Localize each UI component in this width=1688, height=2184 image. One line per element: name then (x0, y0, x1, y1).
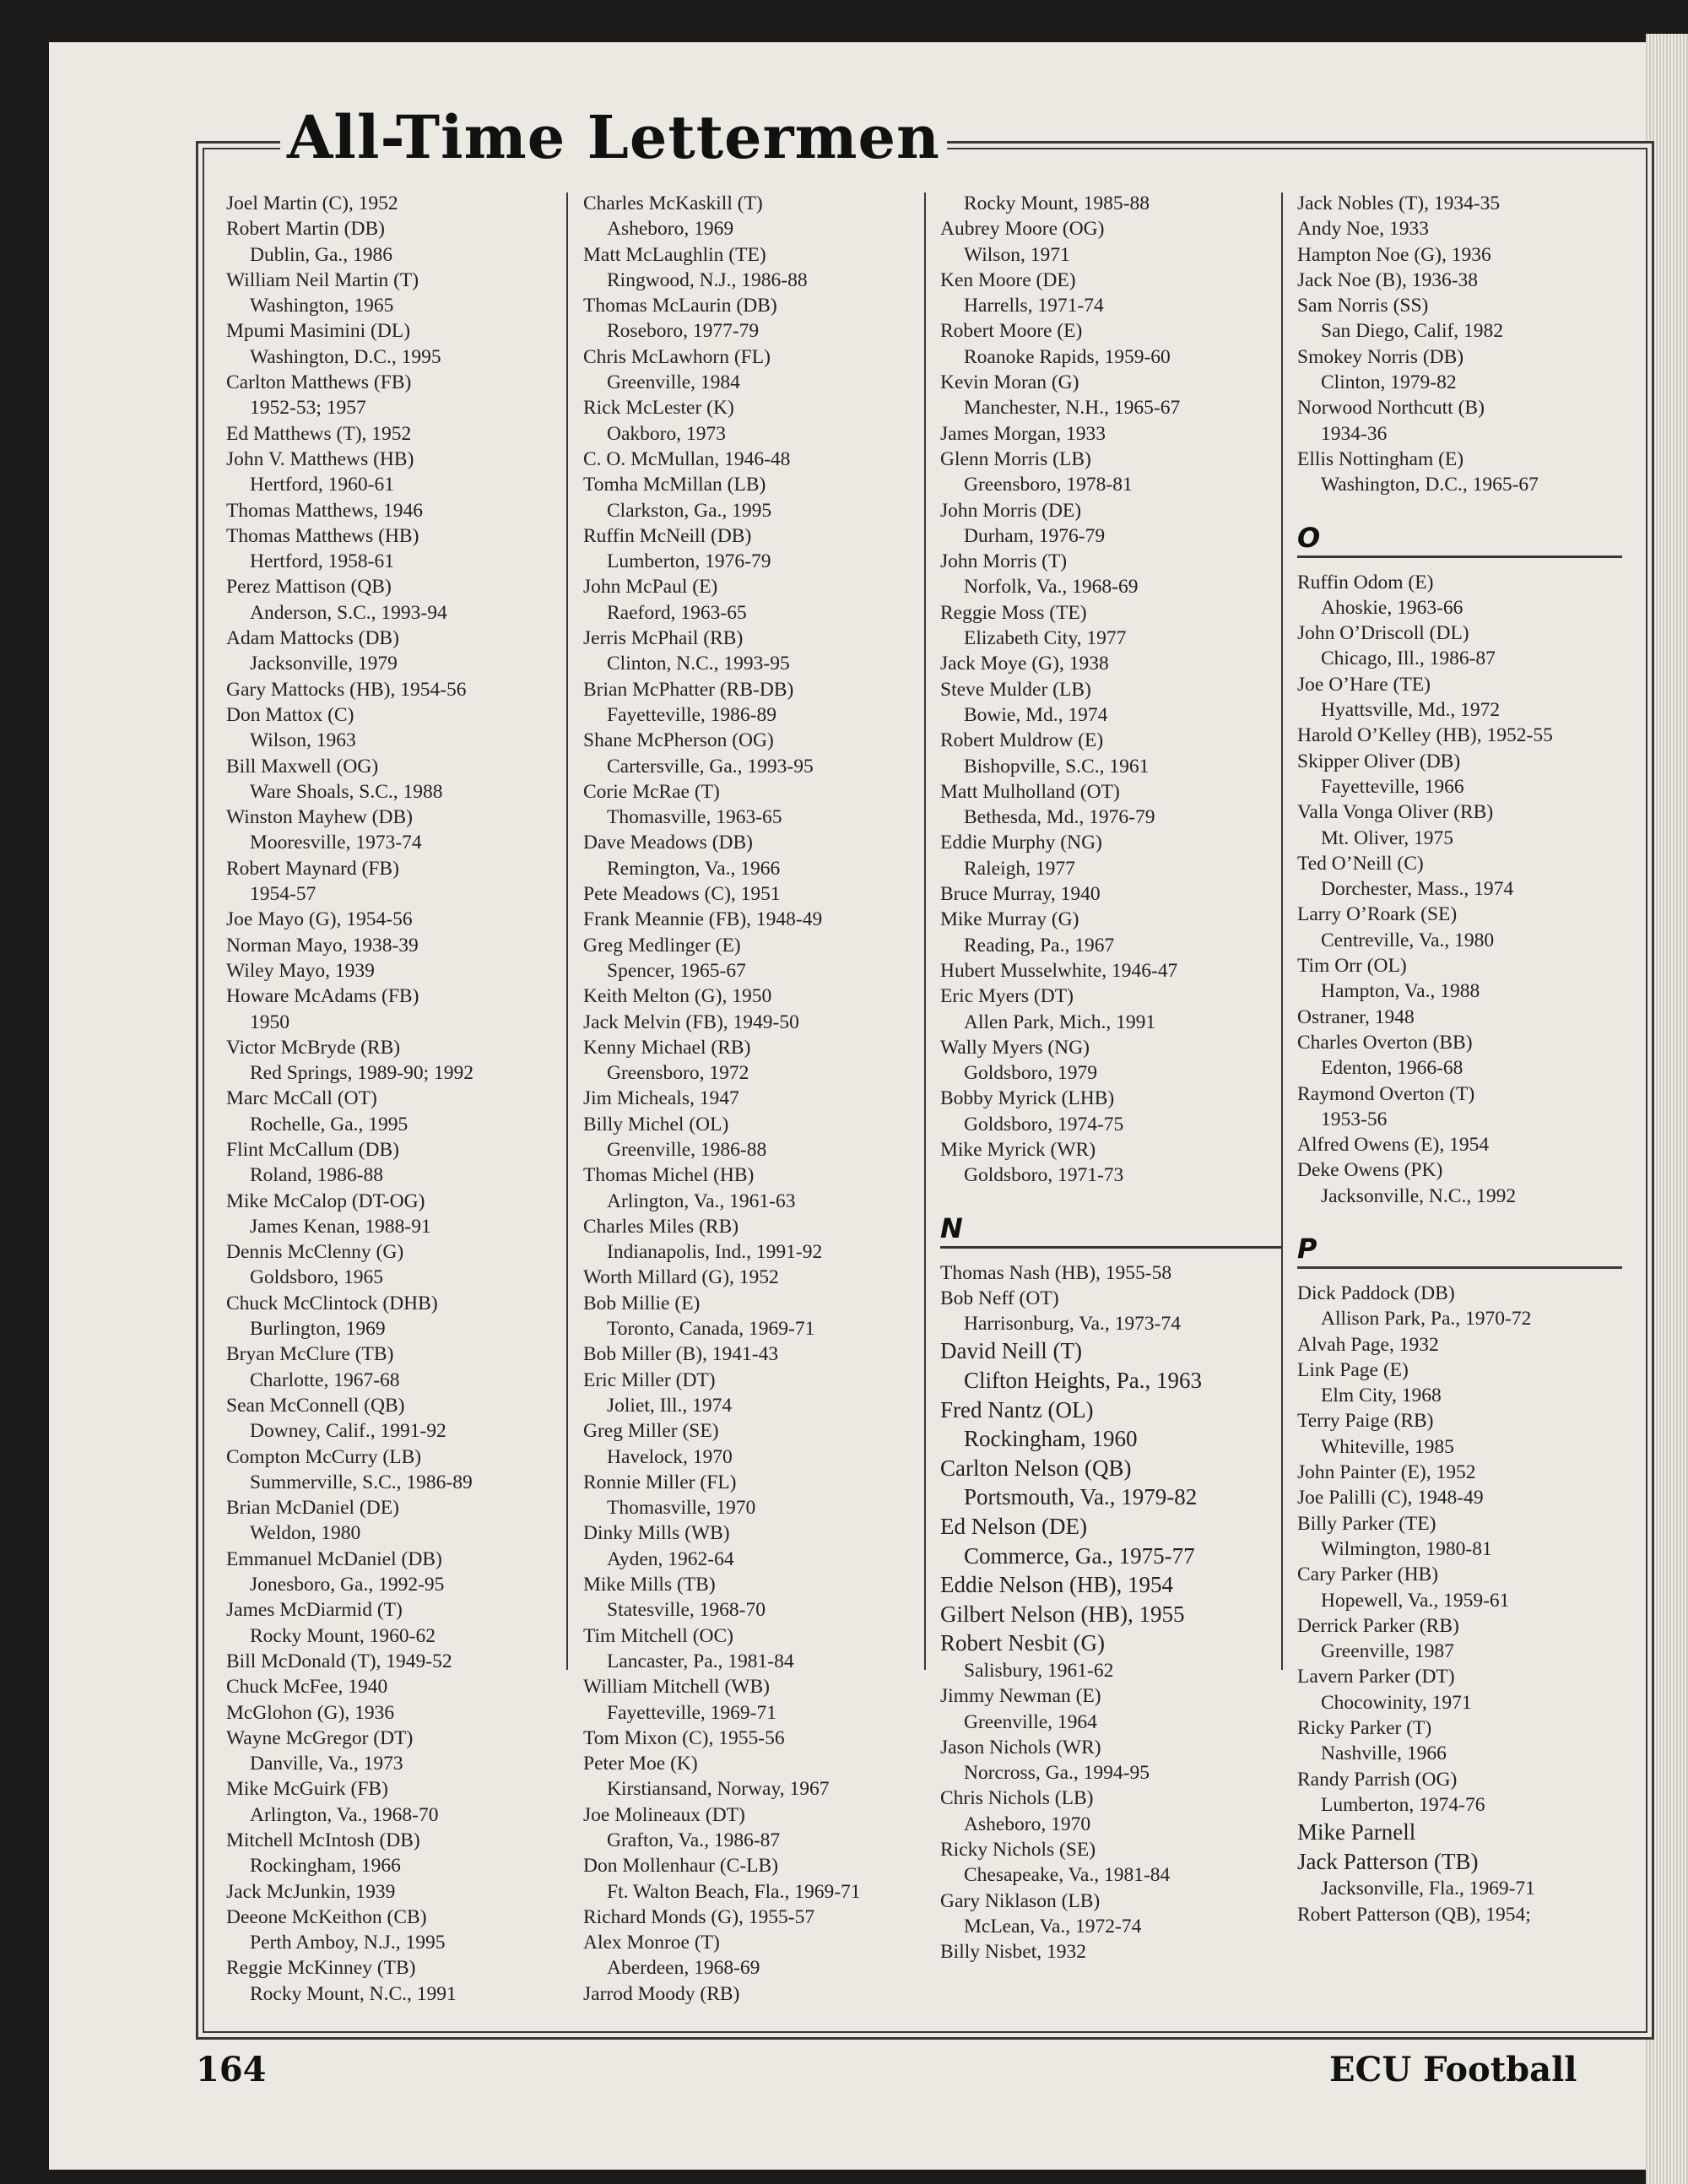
letterman-name: Valla Vonga Oliver (RB) (1297, 801, 1494, 824)
letterman-detail: Washington, D.C., 1965-67 (1321, 474, 1539, 496)
letterman-name: Gary Niklason (LB) (940, 1889, 1101, 1912)
letterman-name: Smokey Norris (DB) (1297, 345, 1464, 368)
letterman-name: Reggie Moss (TE) (940, 601, 1087, 624)
letterman-name: Carlton Nelson (QB) (940, 1455, 1132, 1481)
letterman-detail: Mooresville, 1973-74 (250, 832, 422, 854)
letterman-detail: Greensboro, 1978-81 (964, 474, 1133, 496)
letterman-detail: Hertford, 1960-61 (250, 474, 394, 496)
letterman-name: Robert Patterson (QB), 1954; (1297, 1903, 1531, 1926)
letterman-name: Dave Meadows (DB) (583, 832, 754, 854)
letterman-name: Billy Michel (OL) (583, 1113, 729, 1135)
letterman-name: John Painter (E), 1952 (1297, 1461, 1476, 1484)
letterman-detail: Danville, Va., 1973 (250, 1753, 403, 1775)
letterman-name: Robert Martin (DB) (226, 218, 385, 241)
letterman-detail: Mt. Oliver, 1975 (1321, 826, 1454, 849)
letterman-detail: Greenville, 1984 (607, 371, 740, 394)
letterman-detail: Fayetteville, 1969-71 (607, 1701, 777, 1724)
letterman-name: Howare McAdams (FB) (226, 985, 419, 1008)
letterman-name: Jack Noe (B), 1936-38 (1297, 268, 1479, 291)
letterman-name: Thomas Matthews, 1946 (226, 499, 424, 522)
letterman-name: Eddie Nelson (HB), 1954 (940, 1572, 1173, 1598)
letterman-name: Charles Miles (RB) (583, 1215, 739, 1238)
letterman-detail: Ft. Walton Beach, Fla., 1969-71 (607, 1880, 861, 1903)
letterman-name: Mike McGuirk (FB) (226, 1778, 388, 1801)
letterman-name: Pete Meadows (C), 1951 (583, 883, 781, 906)
letterman-name: Bryan McClure (TB) (226, 1343, 394, 1366)
letterman-detail: Rochelle, Ga., 1995 (250, 1113, 408, 1135)
letterman-name: Joe Palilli (C), 1948-49 (1297, 1487, 1484, 1509)
letterman-detail: Charlotte, 1967-68 (250, 1368, 400, 1391)
letterman-detail: Chocowinity, 1971 (1321, 1691, 1472, 1714)
letterman-name: Bill McDonald (T), 1949-52 (226, 1650, 452, 1672)
letterman-detail: 1952-53; 1957 (250, 397, 366, 420)
letterman-name: Billy Nisbet, 1932 (940, 1941, 1086, 1964)
letterman-name: Randy Parrish (OG) (1297, 1768, 1458, 1791)
section-letter-heading: P (1297, 1232, 1317, 1265)
letterman-name: Bill Maxwell (OG) (226, 755, 379, 778)
letterman-detail: Rockingham, 1960 (964, 1426, 1138, 1452)
letterman-name: Alfred Owens (E), 1954 (1297, 1134, 1490, 1157)
letterman-detail: Goldsboro, 1971-73 (964, 1164, 1124, 1187)
section-letter-heading: O (1297, 521, 1321, 554)
letterman-name: Ruffin Odom (E) (1297, 571, 1434, 593)
letterman-name: Jack Patterson (TB) (1297, 1848, 1479, 1874)
letterman-detail: Arlington, Va., 1961-63 (607, 1190, 796, 1212)
letterman-detail: Nashville, 1966 (1321, 1742, 1447, 1765)
letterman-detail: Aberdeen, 1968-69 (607, 1957, 760, 1980)
letter-column-4 (1297, 191, 1622, 1927)
letterman-detail: Washington, 1965 (250, 295, 394, 317)
letter-column-1 (226, 191, 568, 2007)
running-footer: ECU Football (1329, 2050, 1577, 2089)
letterman-name: Sam Norris (SS) (1297, 295, 1429, 317)
letterman-name: Charles McKaskill (T) (583, 192, 763, 214)
letterman-name: Thomas Matthews (HB) (226, 524, 419, 547)
letterman-name: Ed Nelson (DE) (940, 1514, 1087, 1540)
letterman-name: Ostraner, 1948 (1297, 1005, 1415, 1028)
letterman-name: James Morgan, 1933 (940, 422, 1106, 445)
letterman-name: Bobby Myrick (LHB) (940, 1087, 1115, 1110)
letterman-detail: Roseboro, 1977-79 (607, 320, 760, 343)
letterman-detail: Summerville, S.C., 1986-89 (250, 1471, 473, 1493)
letterman-name: Jarrod Moody (RB) (583, 1982, 740, 2005)
letterman-name: Peter Moe (K) (583, 1753, 698, 1775)
letterman-detail: Red Springs, 1989-90; 1992 (250, 1062, 474, 1085)
letterman-detail: Clinton, 1979-82 (1321, 371, 1457, 394)
letterman-detail: Greenville, 1964 (964, 1710, 1097, 1733)
letter-column-2 (583, 191, 925, 2007)
letterman-detail: Cartersville, Ga., 1993-95 (607, 755, 814, 778)
letterman-detail: Hampton, Va., 1988 (1321, 980, 1480, 1003)
letterman-detail: Chesapeake, Va., 1981-84 (964, 1864, 1171, 1887)
letterman-name: Andy Noe, 1933 (1297, 218, 1429, 241)
letterman-detail: Greenville, 1987 (1321, 1640, 1454, 1663)
letterman-name: Mitchell McIntosh (DB) (226, 1829, 420, 1851)
letterman-detail: Norfolk, Va., 1968-69 (964, 576, 1139, 599)
letterman-name: Richard Monds (G), 1955-57 (583, 1905, 815, 1928)
letterman-detail: Clifton Heights, Pa., 1963 (964, 1368, 1202, 1394)
letterman-detail: 1954-57 (250, 883, 316, 906)
letterman-detail: Perth Amboy, N.J., 1995 (250, 1932, 446, 1954)
letterman-name: Dinky Mills (WB) (583, 1522, 730, 1545)
letterman-name: Victor McBryde (RB) (226, 1036, 401, 1059)
letterman-name: Flint McCallum (DB) (226, 1138, 399, 1161)
letterman-name: Joe Molineaux (DT) (583, 1803, 745, 1826)
letterman-name: Adam Mattocks (DB) (226, 627, 399, 650)
letterman-name: Kevin Moran (G) (940, 371, 1079, 394)
letterman-name: Frank Meannie (FB), 1948-49 (583, 908, 823, 931)
letterman-name: Kenny Michael (RB) (583, 1036, 751, 1059)
letterman-detail: Thomasville, 1970 (607, 1497, 756, 1520)
letterman-name: Chuck McClintock (DHB) (226, 1292, 438, 1314)
page-title: All-Time Lettermen (280, 100, 947, 176)
letterman-detail: 1950 (250, 1011, 289, 1033)
letterman-detail: Dublin, Ga., 1986 (250, 243, 393, 266)
letterman-detail: Commerce, Ga., 1975-77 (964, 1542, 1195, 1569)
letterman-detail: Washington, D.C., 1995 (250, 345, 441, 368)
letterman-detail: Greensboro, 1972 (607, 1062, 749, 1085)
letterman-detail: Goldsboro, 1965 (250, 1266, 383, 1289)
letterman-detail: Durham, 1976-79 (964, 524, 1106, 547)
letterman-name: Larry O’Roark (SE) (1297, 903, 1458, 926)
letterman-name: Ed Matthews (T), 1952 (226, 422, 412, 445)
letterman-name: Glenn Morris (LB) (940, 447, 1091, 470)
letterman-name: Chris Nichols (LB) (940, 1787, 1094, 1810)
letterman-name: Rick McLester (K) (583, 397, 734, 420)
letterman-detail: Ware Shoals, S.C., 1988 (250, 780, 443, 803)
letterman-name: Ken Moore (DE) (940, 268, 1076, 291)
letterman-detail: Lumberton, 1976-79 (607, 550, 771, 573)
letterman-name: Mike Myrick (WR) (940, 1138, 1096, 1161)
letterman-detail: Jacksonville, N.C., 1992 (1321, 1184, 1517, 1207)
letterman-detail: Rocky Mount, 1960-62 (250, 1624, 436, 1647)
letterman-detail: Rocky Mount, N.C., 1991 (250, 1982, 457, 2005)
letterman-detail: Jonesboro, Ga., 1992-95 (250, 1574, 445, 1596)
letterman-name: James McDiarmid (T) (226, 1599, 403, 1622)
letterman-detail: Asheboro, 1969 (607, 218, 734, 241)
letterman-detail: Goldsboro, 1974-75 (964, 1113, 1124, 1135)
letterman-detail: Asheboro, 1970 (964, 1813, 1091, 1835)
letterman-name: Greg Miller (SE) (583, 1420, 719, 1443)
letterman-detail: Burlington, 1969 (250, 1318, 386, 1341)
letterman-name: Dennis McClenny (G) (226, 1241, 404, 1264)
letterman-detail: Remington, Va., 1966 (607, 857, 781, 880)
letterman-name: Mike Parnell (1297, 1819, 1416, 1845)
letterman-detail: Hertford, 1958-61 (250, 550, 394, 573)
letterman-name: Reggie McKinney (TB) (226, 1957, 416, 1980)
column-divider (924, 192, 926, 1670)
letterman-detail: Manchester, N.H., 1965-67 (964, 397, 1181, 420)
letterman-detail: 1953-56 (1321, 1108, 1388, 1130)
letterman-name: Alex Monroe (T) (583, 1932, 720, 1954)
letterman-detail: Wilson, 1963 (250, 729, 356, 752)
column-divider (1281, 192, 1283, 1670)
letterman-detail: Kirstiansand, Norway, 1967 (607, 1778, 830, 1801)
letterman-name: Derrick Parker (RB) (1297, 1614, 1459, 1637)
letterman-name: Tom Mixon (C), 1955-56 (583, 1726, 785, 1749)
letterman-detail: Joliet, Ill., 1974 (607, 1394, 733, 1417)
letterman-detail: Allen Park, Mich., 1991 (964, 1011, 1156, 1033)
letterman-detail: Chicago, Ill., 1986-87 (1321, 648, 1496, 670)
letterman-detail: Ayden, 1962-64 (607, 1547, 734, 1570)
letterman-name: Brian McDaniel (DE) (226, 1497, 399, 1520)
letterman-name: McGlohon (G), 1936 (226, 1701, 395, 1724)
letterman-detail: Harrells, 1971-74 (964, 295, 1104, 317)
letterman-detail: Havelock, 1970 (607, 1445, 733, 1468)
letterman-detail: San Diego, Calif, 1982 (1321, 320, 1504, 343)
letterman-name: John V. Matthews (HB) (226, 447, 414, 470)
section-rule (940, 1246, 1282, 1249)
letterman-name: Marc McCall (OT) (226, 1087, 377, 1110)
letterman-detail: Elm City, 1968 (1321, 1385, 1442, 1407)
letterman-name: Thomas McLaurin (DB) (583, 295, 777, 317)
letterman-name: Matt McLaughlin (TE) (583, 243, 766, 266)
letterman-name: Alvah Page, 1932 (1297, 1333, 1439, 1356)
letterman-name: C. O. McMullan, 1946-48 (583, 447, 791, 470)
letterman-name: Joe O’Hare (TE) (1297, 673, 1431, 696)
letterman-detail: Thomasville, 1963-65 (607, 806, 782, 829)
letterman-name: Skipper Oliver (DB) (1297, 750, 1461, 772)
letterman-detail: Raleigh, 1977 (964, 857, 1075, 880)
letterman-detail: Jacksonville, 1979 (250, 653, 398, 675)
letterman-name: Wiley Mayo, 1939 (226, 959, 375, 982)
letterman-name: Worth Millard (G), 1952 (583, 1266, 779, 1289)
letterman-name: Ruffin McNeill (DB) (583, 524, 752, 547)
letterman-name: Thomas Michel (HB) (583, 1164, 755, 1187)
letterman-name: Norman Mayo, 1938-39 (226, 934, 419, 957)
letterman-detail: Anderson, S.C., 1993-94 (250, 601, 447, 624)
letterman-detail: Fayetteville, 1966 (1321, 775, 1464, 798)
letterman-detail: Salisbury, 1961-62 (964, 1660, 1114, 1682)
letterman-name: Perez Mattison (QB) (226, 576, 392, 599)
letterman-detail: Rockingham, 1966 (250, 1855, 401, 1878)
letterman-name: Eric Myers (DT) (940, 985, 1074, 1008)
letterman-name: Link Page (E) (1297, 1358, 1409, 1381)
letterman-detail: 1934-36 (1321, 422, 1388, 445)
letterman-detail: Greenville, 1986-88 (607, 1138, 767, 1161)
letterman-name: Jack McJunkin, 1939 (226, 1880, 396, 1903)
letterman-name: Dick Paddock (DB) (1297, 1282, 1455, 1304)
letterman-detail: Clarkston, Ga., 1995 (607, 499, 772, 522)
letterman-detail: Jacksonville, Fla., 1969-71 (1321, 1878, 1535, 1900)
letterman-detail: Bethesda, Md., 1976-79 (964, 806, 1155, 829)
letterman-name: Don Mattox (C) (226, 703, 354, 726)
letter-column-3 (940, 191, 1282, 1965)
letterman-detail: Roland, 1986-88 (250, 1164, 383, 1187)
letterman-name: Jack Nobles (T), 1934-35 (1297, 192, 1501, 214)
letterman-detail: Dorchester, Mass., 1974 (1321, 878, 1514, 901)
letterman-name: Bruce Murray, 1940 (940, 883, 1101, 906)
letterman-name: Mike Mills (TB) (583, 1574, 716, 1596)
letterman-detail: Rocky Mount, 1985-88 (964, 192, 1150, 214)
letterman-detail: Spencer, 1965-67 (607, 959, 746, 982)
letterman-detail: McLean, Va., 1972-74 (964, 1915, 1142, 1937)
letterman-detail: Ahoskie, 1963-66 (1321, 596, 1463, 619)
letterman-name: John Morris (DE) (940, 499, 1082, 522)
letterman-name: Matt Mulholland (OT) (940, 780, 1120, 803)
letterman-detail: Lumberton, 1974-76 (1321, 1793, 1485, 1816)
letterman-name: David Neill (T) (940, 1338, 1082, 1364)
letterman-name: Hubert Musselwhite, 1946-47 (940, 959, 1178, 982)
letterman-detail: Lancaster, Pa., 1981-84 (607, 1650, 794, 1672)
letterman-name: Lavern Parker (DT) (1297, 1666, 1455, 1688)
letterman-name: Corie McRae (T) (583, 780, 720, 803)
letterman-name: Charles Overton (BB) (1297, 1031, 1473, 1054)
letterman-detail: Bowie, Md., 1974 (964, 703, 1108, 726)
letterman-name: John McPaul (E) (583, 576, 718, 599)
letterman-name: Billy Parker (TE) (1297, 1512, 1436, 1535)
letterman-name: Deeone McKeithon (CB) (226, 1905, 427, 1928)
letterman-detail: Indianapolis, Ind., 1991-92 (607, 1241, 823, 1264)
letterman-name: Keith Melton (G), 1950 (583, 985, 772, 1008)
letterman-name: Chuck McFee, 1940 (226, 1676, 388, 1699)
letterman-name: Jim Micheals, 1947 (583, 1087, 739, 1110)
letterman-detail: Clinton, N.C., 1993-95 (607, 653, 790, 675)
letterman-name: Robert Muldrow (E) (940, 729, 1104, 752)
letterman-detail: Downey, Calif., 1991-92 (250, 1420, 446, 1443)
letterman-name: Tomha McMillan (LB) (583, 474, 766, 496)
letterman-name: Robert Moore (E) (940, 320, 1083, 343)
letterman-detail: Roanoke Rapids, 1959-60 (964, 345, 1171, 368)
letterman-name: Brian McPhatter (RB-DB) (583, 678, 794, 701)
letterman-name: Thomas Nash (HB), 1955-58 (940, 1261, 1172, 1284)
letterman-name: Gary Mattocks (HB), 1954-56 (226, 678, 467, 701)
letterman-detail: Portsmouth, Va., 1979-82 (964, 1484, 1198, 1510)
letterman-detail: Elizabeth City, 1977 (964, 627, 1127, 650)
letterman-name: Ellis Nottingham (E) (1297, 447, 1464, 470)
letterman-detail: Reading, Pa., 1967 (964, 934, 1115, 957)
letterman-name: Jack Moye (G), 1938 (940, 653, 1109, 675)
letterman-name: Bob Millie (E) (583, 1292, 701, 1314)
letterman-name: Harold O’Kelley (HB), 1952-55 (1297, 724, 1553, 747)
letterman-name: Shane McPherson (OG) (583, 729, 774, 752)
letterman-name: Wayne McGregor (DT) (226, 1726, 414, 1749)
letterman-name: Jack Melvin (FB), 1949-50 (583, 1011, 799, 1033)
letterman-detail: Fayetteville, 1986-89 (607, 703, 777, 726)
section-rule (1297, 555, 1622, 558)
letterman-name: Ronnie Miller (FL) (583, 1471, 737, 1493)
letterman-name: Ricky Parker (T) (1297, 1717, 1432, 1740)
letterman-detail: Wilmington, 1980-81 (1321, 1537, 1492, 1560)
letterman-detail: Whiteville, 1985 (1321, 1435, 1454, 1458)
section-rule (1297, 1266, 1622, 1269)
letterman-name: Winston Mayhew (DB) (226, 806, 413, 829)
letterman-name: Norwood Northcutt (B) (1297, 397, 1485, 420)
letterman-name: Cary Parker (HB) (1297, 1563, 1439, 1586)
letterman-detail: Oakboro, 1973 (607, 422, 726, 445)
letterman-name: Don Mollenhaur (C-LB) (583, 1855, 779, 1878)
letterman-name: Wally Myers (NG) (940, 1036, 1090, 1059)
letterman-name: William Mitchell (WB) (583, 1676, 770, 1699)
letterman-name: Bob Neff (OT) (940, 1287, 1059, 1309)
section-letter-heading: N (940, 1211, 963, 1244)
letterman-name: Jerris McPhail (RB) (583, 627, 744, 650)
letterman-detail: Weldon, 1980 (250, 1522, 361, 1545)
letterman-name: Terry Paige (RB) (1297, 1410, 1434, 1433)
column-divider (566, 192, 568, 1670)
letterman-name: Tim Orr (OL) (1297, 955, 1407, 978)
letterman-detail: Allison Park, Pa., 1970-72 (1321, 1308, 1532, 1330)
letterman-detail: Wilson, 1971 (964, 243, 1070, 266)
letterman-name: Chris McLawhorn (FL) (583, 345, 771, 368)
letterman-detail: Centreville, Va., 1980 (1321, 929, 1495, 951)
letterman-name: Eric Miller (DT) (583, 1368, 716, 1391)
letterman-name: Compton McCurry (LB) (226, 1445, 422, 1468)
letterman-detail: Raeford, 1963-65 (607, 601, 747, 624)
letterman-name: John Morris (T) (940, 550, 1068, 573)
letterman-name: Carlton Matthews (FB) (226, 371, 412, 394)
letterman-detail: Toronto, Canada, 1969-71 (607, 1318, 815, 1341)
letterman-name: Jason Nichols (WR) (940, 1736, 1101, 1759)
letterman-name: Mike McCalop (DT-OG) (226, 1190, 425, 1212)
letterman-name: Robert Maynard (FB) (226, 857, 399, 880)
letterman-name: Sean McConnell (QB) (226, 1394, 405, 1417)
letterman-name: Eddie Murphy (NG) (940, 832, 1102, 854)
letterman-detail: Hopewell, Va., 1959-61 (1321, 1589, 1510, 1612)
letterman-detail: Harrisonburg, Va., 1973-74 (964, 1313, 1181, 1336)
letterman-name: Mike Murray (G) (940, 908, 1079, 931)
letterman-name: Steve Mulder (LB) (940, 678, 1091, 701)
letterman-detail: Statesville, 1968-70 (607, 1599, 766, 1622)
letterman-name: Aubrey Moore (OG) (940, 218, 1105, 241)
letterman-detail: Hyattsville, Md., 1972 (1321, 699, 1501, 722)
letterman-name: Tim Mitchell (OC) (583, 1624, 734, 1647)
letterman-name: Deke Owens (PK) (1297, 1159, 1443, 1182)
page-number: 164 (196, 2050, 267, 2089)
letterman-detail: Arlington, Va., 1968-70 (250, 1803, 439, 1826)
letterman-name: William Neil Martin (T) (226, 268, 419, 291)
letterman-name: Ted O’Neill (C) (1297, 852, 1424, 875)
letterman-name: Mpumi Masimini (DL) (226, 320, 411, 343)
letterman-detail: Goldsboro, 1979 (964, 1062, 1097, 1085)
letterman-name: Robert Nesbit (G) (940, 1630, 1105, 1656)
letterman-name: Jimmy Newman (E) (940, 1685, 1101, 1708)
letterman-name: Fred Nantz (OL) (940, 1396, 1094, 1423)
letterman-name: Emmanuel McDaniel (DB) (226, 1547, 442, 1570)
letterman-detail: Bishopville, S.C., 1961 (964, 755, 1150, 778)
letterman-detail: Ringwood, N.J., 1986-88 (607, 268, 808, 291)
letterman-name: John O’Driscoll (DL) (1297, 622, 1469, 645)
letterman-name: Gilbert Nelson (HB), 1955 (940, 1601, 1185, 1627)
letterman-name: Raymond Overton (T) (1297, 1082, 1475, 1105)
letterman-detail: Edenton, 1966-68 (1321, 1057, 1463, 1080)
letterman-name: Ricky Nichols (SE) (940, 1839, 1096, 1862)
letterman-name: Greg Medlinger (E) (583, 934, 741, 957)
letterman-detail: James Kenan, 1988-91 (250, 1215, 431, 1238)
letterman-name: Bob Miller (B), 1941-43 (583, 1343, 779, 1366)
letterman-name: Hampton Noe (G), 1936 (1297, 243, 1491, 266)
letterman-detail: Grafton, Va., 1986-87 (607, 1829, 781, 1851)
letterman-detail: Norcross, Ga., 1994-95 (964, 1762, 1150, 1785)
letterman-name: Joel Martin (C), 1952 (226, 192, 398, 214)
letterman-name: Joe Mayo (G), 1954-56 (226, 908, 413, 931)
